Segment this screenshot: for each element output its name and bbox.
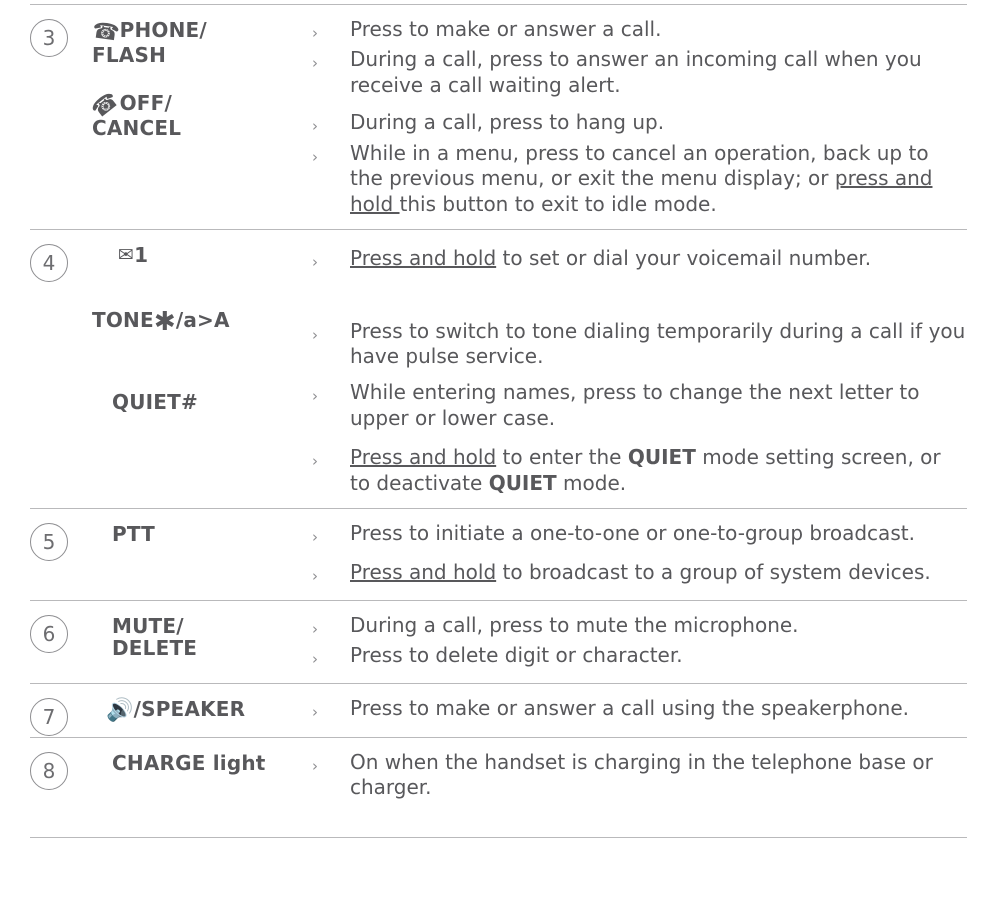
text-part-underline: Press and hold [350, 559, 497, 584]
table-row [30, 5, 967, 229]
key-label-cell [86, 5, 312, 142]
key-label-ptt: PTT [112, 522, 156, 547]
key-label-cell [92, 509, 312, 545]
bullet-text-rich [350, 246, 871, 272]
key-label-cell [92, 684, 312, 724]
key-label-line1: MUTE/ [112, 613, 184, 638]
handset-phone-icon: ☎ [90, 18, 122, 47]
table-row [30, 230, 967, 508]
description-cell [312, 509, 967, 600]
key-label-phone-flash [92, 19, 304, 66]
handset-off-icon: ☎ [86, 87, 125, 125]
circle-number: 6 [30, 615, 68, 653]
key-label-line2: DELETE [112, 636, 198, 661]
bullet-text: Press to make or answer a call. [350, 17, 662, 41]
bullet-arrow-icon: › [312, 54, 318, 73]
text-part: to set or dial your voicemail number. [496, 246, 872, 271]
bullet-arrow-icon: › [312, 24, 318, 42]
bullet-text: Press to switch to tone dialing temporarily during a call if you have pulse service. [350, 318, 966, 369]
circle-number: 3 [30, 19, 68, 57]
key-label-tone [92, 306, 304, 337]
row-number-cell [30, 684, 92, 736]
star-icon: ✱ [153, 306, 176, 337]
bullet-text: Press to delete digit or character. [350, 643, 683, 668]
key-label-line2: CANCEL [92, 116, 182, 141]
bullet-arrow-icon: › [312, 566, 318, 585]
table-row [30, 601, 967, 684]
row-number-cell [30, 230, 92, 282]
speaker-icon: 🔊 [106, 698, 134, 724]
bullet-arrow-icon: › [312, 756, 318, 775]
text-part: this button to exit to idle mode. [399, 191, 717, 216]
bullet-text-rich [350, 560, 931, 586]
manual-page [0, 4, 997, 903]
envelope-icon: ✉ [118, 244, 135, 267]
key-label-charge-light: CHARGE light [112, 750, 266, 775]
bullet-arrow-icon: › [312, 619, 318, 638]
bullet-item [312, 613, 967, 641]
key-label-cell [92, 601, 312, 660]
text-part: to broadcast to a group of system devices. [496, 559, 931, 584]
bullet-arrow-icon: › [312, 253, 318, 272]
bullet-arrow-icon: › [312, 452, 318, 471]
key-label-text: /SPEAKER [133, 697, 246, 722]
table-row [30, 738, 967, 813]
text-part: While in a menu, press to cancel an operation, back up to the previous menu, or exit the menu display; or [350, 140, 929, 191]
key-label-line2: FLASH [92, 43, 167, 67]
description-cell [312, 601, 967, 684]
text-part-underline: Press and hold [350, 246, 497, 271]
key-label-tone-prefix: TONE [92, 307, 154, 332]
key-group-off-cancel [86, 87, 304, 141]
table-row [30, 509, 967, 600]
row-number-cell [30, 509, 92, 561]
table-row [30, 684, 967, 736]
bullet-item [312, 17, 967, 45]
text-part: mode. [556, 470, 627, 495]
bullet-item [312, 643, 967, 671]
bullet-item [312, 246, 967, 274]
key-group-tone [92, 306, 304, 337]
circle-number: 5 [30, 523, 68, 561]
row-number-cell [30, 601, 92, 653]
circle-number: 8 [30, 752, 68, 790]
bullet-text: During a call, press to mute the microphone. [350, 612, 799, 637]
bullet-arrow-icon: › [312, 650, 318, 669]
bullet-item [312, 319, 967, 370]
bullet-text: During a call, press to hang up. [350, 110, 665, 135]
bullet-arrow-icon: › [312, 528, 318, 547]
key-label-quiet: QUIET# [112, 390, 198, 415]
key-group-quiet [92, 391, 304, 413]
bullet-arrow-icon: › [312, 386, 318, 405]
key-label-speaker [92, 698, 304, 724]
key-label-line1: PHONE/ [119, 18, 207, 42]
key-group-voicemail [92, 244, 304, 266]
description-cell [312, 684, 967, 736]
bullet-text: On when the handset is charging in the telephone base or charger. [350, 749, 933, 800]
bullet-item [312, 521, 967, 549]
key-label-digit: 1 [134, 243, 149, 268]
bullet-text: During a call, press to answer an incoming call when you receive a call waiting alert. [350, 47, 922, 97]
text-part-bold: QUIET [627, 445, 696, 470]
circle-number: 4 [30, 244, 68, 282]
key-label-line1: OFF/ [119, 91, 173, 116]
key-label-mute-delete [92, 615, 304, 660]
key-label-cell [92, 738, 312, 774]
bullet-item [312, 560, 967, 588]
bullet-text: Press to make or answer a call using the speakerphone. [350, 696, 910, 721]
bullet-item [312, 380, 967, 431]
bullet-text: While entering names, press to change the next letter to upper or lower case. [350, 379, 920, 430]
bullet-arrow-icon: › [312, 117, 318, 136]
key-label-tone-suffix: /a>A [175, 307, 230, 332]
description-cell [312, 738, 967, 813]
key-label-voicemail [92, 244, 304, 266]
row-number-cell [30, 5, 92, 57]
bullet-item [312, 47, 967, 98]
key-group-phone-flash [92, 19, 304, 66]
bullet-text: Press to initiate a one-to-one or one-to-group broadcast. [350, 521, 915, 546]
description-cell [312, 230, 967, 508]
bullet-item [312, 750, 967, 801]
bullet-arrow-icon: › [312, 325, 318, 344]
text-part: mode setting screen, or to deactivate [350, 445, 941, 495]
text-part-underline: press and hold [350, 166, 933, 216]
key-label-off-cancel [86, 87, 304, 141]
divider [30, 837, 967, 838]
circle-number: 7 [30, 698, 68, 736]
text-part: to enter the [496, 445, 628, 470]
description-cell [312, 5, 967, 229]
text-part-underline: Press and hold [350, 445, 497, 470]
row-number-cell [30, 738, 92, 790]
bullet-item [312, 696, 967, 724]
bullet-item [312, 445, 967, 496]
text-part-bold: QUIET [488, 470, 557, 495]
bullet-text-rich [350, 141, 967, 218]
bullet-arrow-icon: › [312, 147, 318, 166]
bullet-arrow-icon: › [312, 703, 318, 722]
bullet-item [312, 110, 967, 138]
bullet-text-rich [350, 445, 967, 496]
key-label-cell [92, 230, 312, 415]
bullet-item [312, 141, 967, 218]
